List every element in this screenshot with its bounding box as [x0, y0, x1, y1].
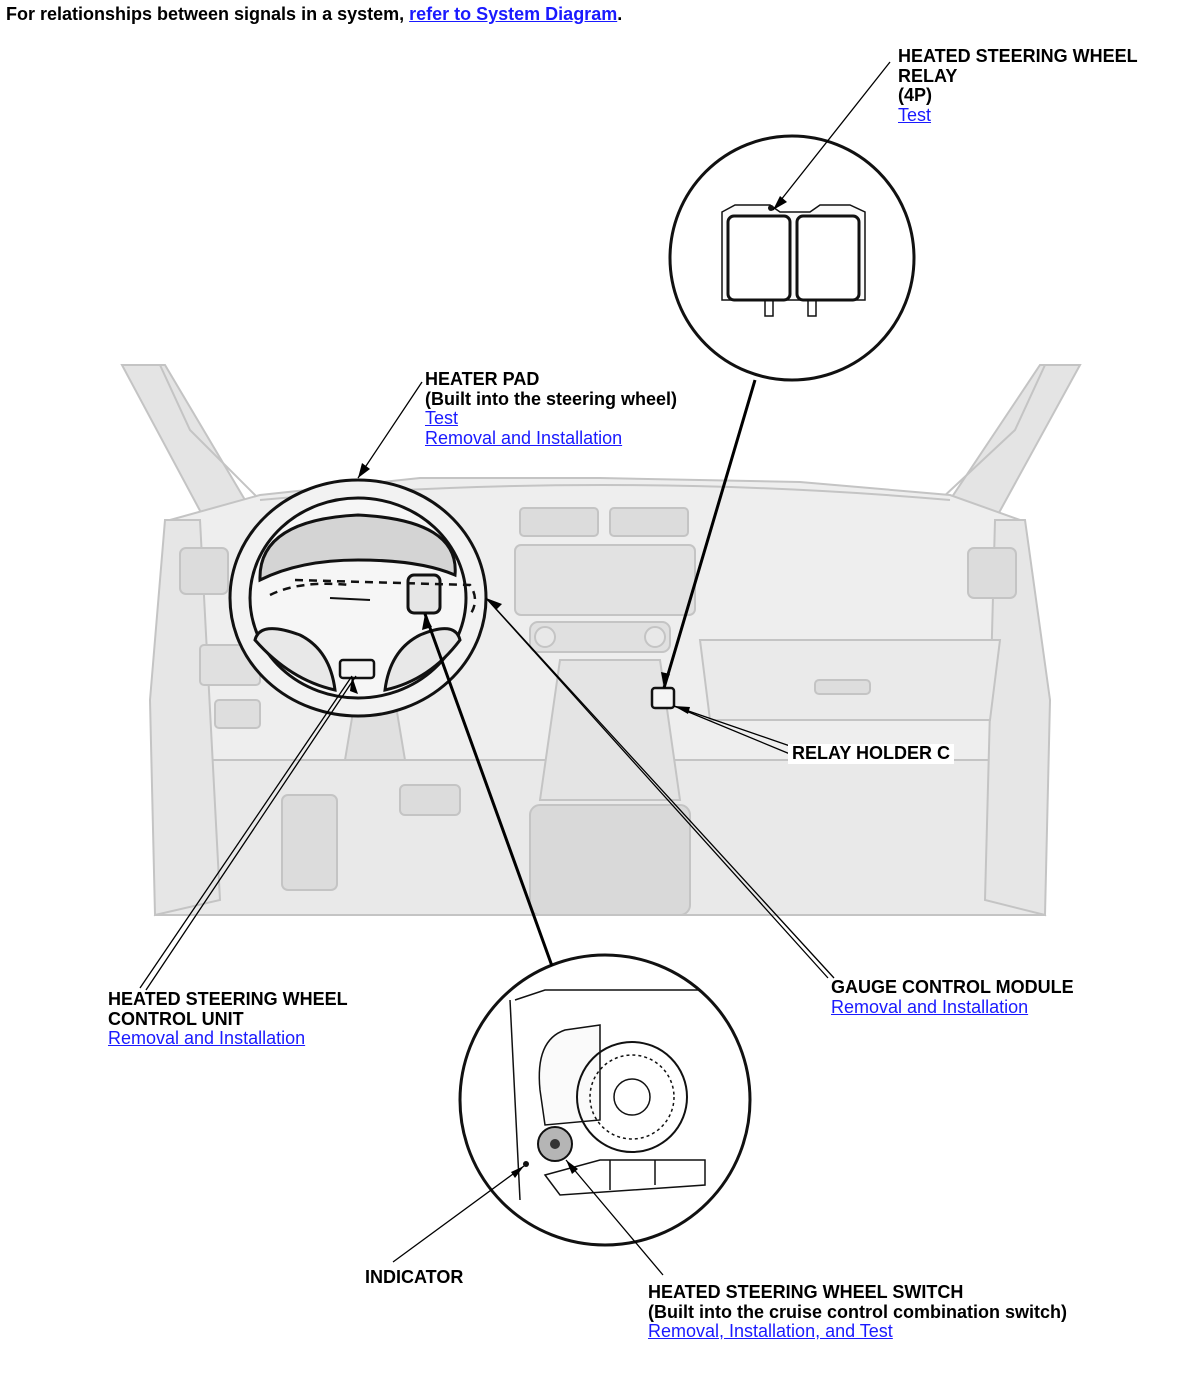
relay-detail-inset — [670, 136, 914, 380]
switch-title: HEATED STEERING WHEEL SWITCH — [648, 1282, 964, 1302]
relay-holder-c-illustration — [652, 688, 674, 708]
gauge-title: GAUGE CONTROL MODULE — [831, 977, 1074, 997]
gauge-callout — [831, 978, 1074, 1017]
heater-pad-title: HEATER PAD — [425, 369, 540, 389]
intro-text — [6, 4, 622, 25]
relay-holder-callout — [788, 744, 954, 764]
heater-pad-callout — [425, 370, 677, 448]
system-diagram-link[interactable]: refer to System Diagram — [409, 4, 618, 24]
gauge-removal-link[interactable]: Removal and Installation — [831, 996, 1029, 1017]
switch-callout — [648, 1283, 1067, 1342]
switch-removal-test-link[interactable]: Removal, Installation, and Test — [648, 1321, 893, 1341]
relay-holder-label: RELAY HOLDER C — [792, 743, 951, 763]
relay-test-link[interactable]: Test — [898, 104, 932, 125]
indicator-label: INDICATOR — [365, 1267, 464, 1287]
heater-pad-removal-link[interactable]: Removal and Installation — [425, 427, 623, 448]
indicator-callout — [365, 1268, 463, 1288]
relay-title-line3: (4P) — [898, 85, 933, 105]
relay-title-line1: HEATED STEERING WHEEL — [898, 46, 1138, 66]
intro-text-body: For relationships between signals in a system, — [6, 4, 410, 24]
switch-subtitle: (Built into the cruise control combination switch) — [648, 1301, 1068, 1322]
control-unit-callout — [108, 990, 348, 1049]
relay-title-line2: RELAY — [898, 65, 958, 86]
control-unit-title-line1: HEATED STEERING WHEEL — [108, 989, 348, 1009]
heater-pad-test-link[interactable]: Test — [425, 408, 459, 428]
control-unit-title-line2: CONTROL UNIT — [108, 1008, 244, 1029]
heater-pad-subtitle: (Built into the steering wheel) — [425, 388, 678, 409]
intro-text-end: . — [617, 4, 623, 24]
control-unit-removal-link[interactable]: Removal and Installation — [108, 1028, 306, 1048]
switch-detail-inset — [460, 955, 750, 1245]
relay-callout — [898, 47, 1138, 125]
